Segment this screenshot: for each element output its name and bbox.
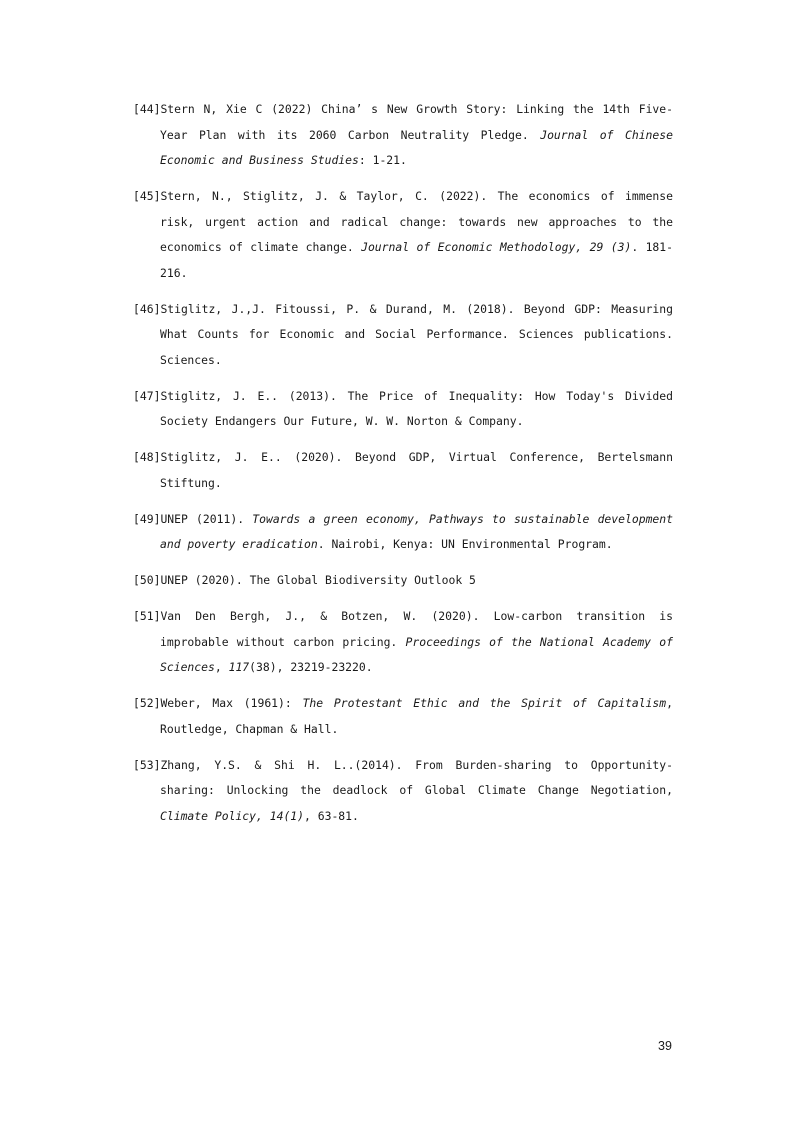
reference-number: [44]	[133, 102, 161, 116]
reference-title-italic: Journal of Chinese Economic and Business Studies	[160, 127, 673, 167]
reference-entry	[133, 184, 673, 286]
reference-text: (38), 23219-23220.	[249, 660, 373, 674]
reference-title-italic: 117	[228, 660, 250, 674]
reference-text: , Routledge, Chapman & Hall.	[160, 696, 673, 736]
reference-title-italic: Journal of Economic Methodology, 29 (3)	[361, 240, 632, 254]
reference-text: ,	[214, 660, 229, 674]
reference-number: [45]	[133, 189, 161, 203]
reference-text: UNEP (2020). The Global Biodiversity Outlook 5	[160, 573, 476, 587]
reference-title-italic: The Protestant Ethic and the Spirit of Capitalism	[302, 696, 667, 710]
reference-text: Zhang, Y.S. & Shi H. L..(2014). From Burden-sharing to Opportunity-sharing: Unlocking the deadlock of Global Climate Change Negotiation,	[160, 757, 673, 797]
reference-text: Stiglitz, J. E.. (2020). Beyond GDP, Virtual Conference, Bertelsmann Stiftung.	[160, 450, 673, 490]
reference-number: [51]	[133, 609, 161, 623]
reference-entry	[133, 568, 673, 594]
reference-text: . 181-216.	[160, 240, 674, 280]
reference-entry	[133, 97, 673, 174]
reference-number: [47]	[133, 388, 161, 403]
reference-number: [52]	[133, 696, 161, 710]
reference-entry	[133, 445, 673, 496]
reference-number: [50]	[133, 573, 161, 587]
reference-text: : 1-21.	[358, 153, 407, 167]
reference-entry	[133, 384, 673, 435]
reference-text: Weber, Max (1961):	[160, 696, 303, 710]
reference-text: Stern N, Xie C (2022) China’ s New Growth Story: Linking the 14th Five-Year Plan with its 2060 Carbon Neutrality Pledge.	[160, 102, 673, 142]
reference-number: [49]	[133, 511, 161, 526]
reference-number: [53]	[133, 757, 161, 772]
reference-entry	[133, 604, 673, 681]
reference-title-italic: Towards a green economy, Pathways to sustainable development and poverty eradication	[160, 511, 673, 551]
reference-list	[133, 97, 673, 840]
reference-entry	[133, 297, 673, 374]
reference-entry	[133, 753, 673, 830]
reference-text: , 63-81.	[304, 808, 359, 823]
reference-text: Stiglitz, J.,J. Fitoussi, P. & Durand, M. (2018). Beyond GDP: Measuring What Counts for Economic and Social Performance. Sciences publications. Sciences.	[160, 301, 673, 367]
reference-number: [46]	[133, 301, 161, 316]
reference-text: Van Den Bergh, J., & Botzen, W. (2020). Low-carbon transition is improbable without carbon pricing.	[160, 609, 673, 649]
reference-text: UNEP (2011).	[160, 511, 253, 526]
reference-number: [48]	[133, 450, 161, 464]
page-number: 39	[658, 1039, 672, 1053]
reference-entry	[133, 691, 673, 742]
reference-text: . Nairobi, Kenya: UN Environmental Program.	[317, 537, 613, 551]
reference-title-italic: Climate Policy, 14(1)	[160, 808, 305, 823]
reference-entry	[133, 507, 673, 558]
reference-title-italic: Proceedings of the National Academy of Sciences	[160, 634, 673, 674]
reference-text: Stiglitz, J. E.. (2013). The Price of Inequality: How Today's Divided Society Endangers Our Future, W. W. Norton & Company.	[160, 388, 673, 428]
reference-text: Stern, N., Stiglitz, J. & Taylor, C. (2022). The economics of immense risk, urgent action and radical change: towards new approaches to the economics of climate change.	[160, 189, 673, 254]
